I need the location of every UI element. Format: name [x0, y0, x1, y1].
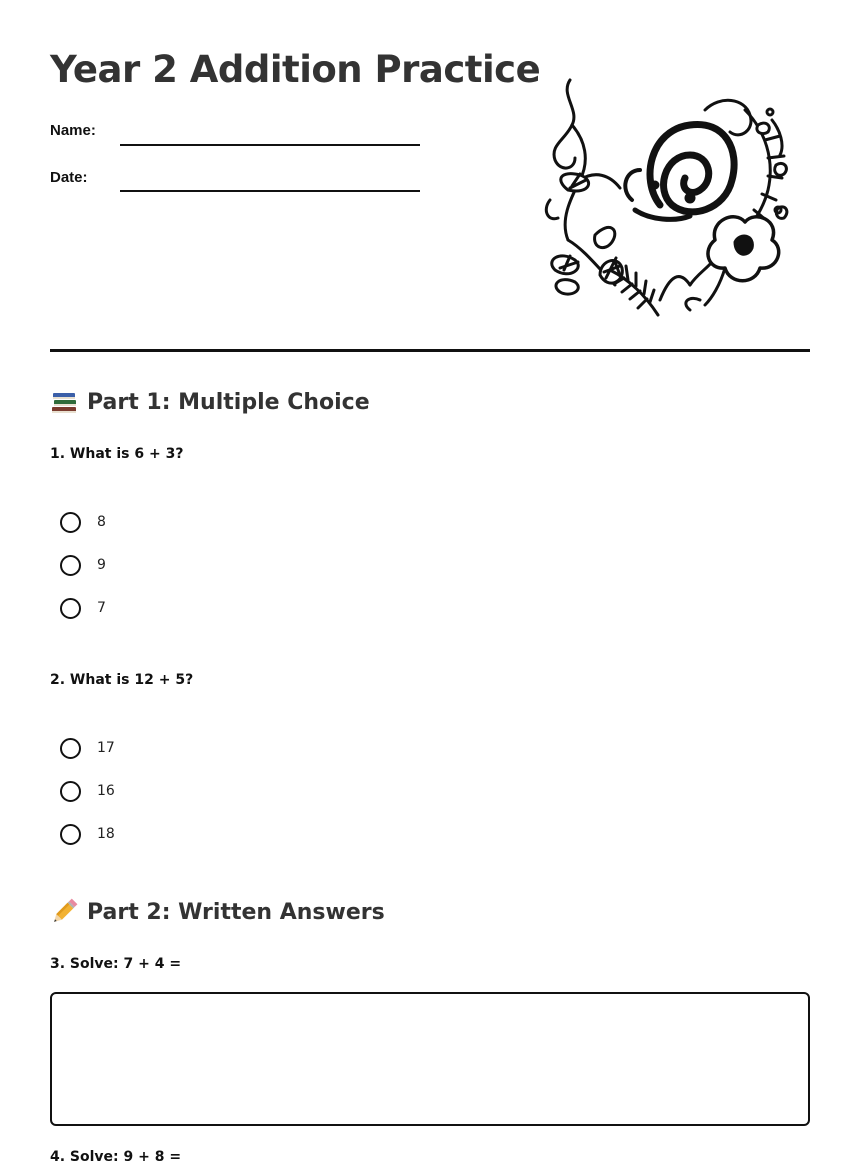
- question-2-text: 2. What is 12 + 5?: [50, 672, 194, 688]
- pencil-icon: [50, 898, 78, 926]
- page-title: Year 2 Addition Practice: [50, 48, 541, 91]
- question-1-text: 1. What is 6 + 3?: [50, 446, 184, 462]
- q1-option-3[interactable]: [60, 595, 106, 621]
- q1-option-2[interactable]: [60, 552, 106, 578]
- q2-option-3[interactable]: [60, 821, 115, 847]
- part2-title: [50, 898, 385, 926]
- header-divider: [50, 349, 810, 352]
- answer-3-textarea[interactable]: [50, 992, 810, 1126]
- question-4-text: 4. Solve: 9 + 8 =: [50, 1149, 182, 1165]
- option-label: 18: [97, 826, 115, 842]
- option-label: 8: [97, 514, 106, 530]
- radio-button[interactable]: [60, 781, 81, 802]
- part1-title: [50, 388, 370, 416]
- option-label: 17: [97, 740, 115, 756]
- radio-button[interactable]: [60, 598, 81, 619]
- question-3-text: 3. Solve: 7 + 4 =: [50, 956, 182, 972]
- option-label: 7: [97, 600, 106, 616]
- option-label: 16: [97, 783, 115, 799]
- radio-button[interactable]: [60, 824, 81, 845]
- radio-button[interactable]: [60, 738, 81, 759]
- q1-option-1[interactable]: [60, 509, 106, 535]
- date-field[interactable]: [120, 190, 420, 192]
- q2-option-2[interactable]: [60, 778, 115, 804]
- name-label: Name:: [50, 122, 96, 139]
- date-label: Date:: [50, 169, 88, 186]
- name-field[interactable]: [120, 144, 420, 146]
- part1-title-text: Part 1: Multiple Choice: [87, 389, 370, 415]
- books-icon: [50, 388, 78, 416]
- floral-ornament-image: [540, 70, 790, 325]
- radio-button[interactable]: [60, 512, 81, 533]
- radio-button[interactable]: [60, 555, 81, 576]
- part2-title-text: Part 2: Written Answers: [87, 899, 385, 925]
- q2-option-1[interactable]: [60, 735, 115, 761]
- option-label: 9: [97, 557, 106, 573]
